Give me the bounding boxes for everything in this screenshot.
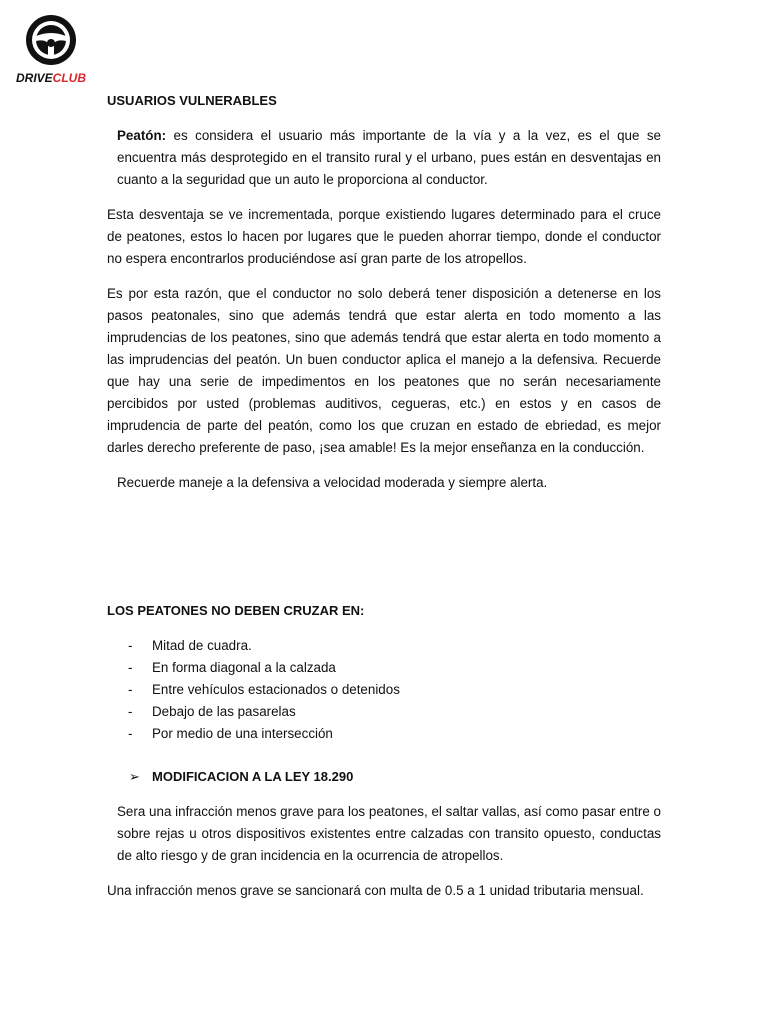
arrow-bullet-icon: ➢: [129, 769, 140, 784]
logo-text: DRIVECLUB: [15, 71, 86, 85]
list-item: [107, 679, 661, 701]
list-item: [107, 701, 661, 723]
paragraph-desventaja: Esta desventaja se ve incrementada, porque existiendo lugares determinado para el cruce de peatones, estos lo hacen por lugares que le pueden ahorrar tiempo, donde el conductor no espera encontrarlos produciéndose así gran parte de los atropellos.: [107, 207, 661, 266]
paragraph-peaton-text: es considera el usuario más importante de la vía y a la vez, es el que se encuentra más desprotegido en el transito rural y el urbano, pues están en desventajas en cuanto a la seguridad que un auto le proporciona al conductor.: [117, 128, 661, 187]
heading-usuarios-vulnerables: USUARIOS VULNERABLES: [107, 93, 277, 108]
bullet-dash: -: [128, 682, 133, 697]
paragraph-peaton: [107, 125, 661, 191]
bullet-dash: -: [128, 704, 133, 719]
list-item-text: Por medio de una intersección: [152, 726, 333, 741]
list-item-text: Entre vehículos estacionados o detenidos: [152, 682, 400, 697]
heading-modificacion-text: MODIFICACION A LA LEY 18.290: [152, 769, 354, 784]
peaton-label: Peatón:: [117, 128, 167, 143]
list-item-text: Mitad de cuadra.: [152, 638, 252, 653]
list-item: [107, 635, 661, 657]
heading-peatones-no-deben: LOS PEATONES NO DEBEN CRUZAR EN:: [107, 603, 365, 618]
bullet-dash: -: [128, 660, 133, 675]
bullet-dash: -: [128, 638, 133, 653]
driveclub-logo: [15, 12, 87, 88]
bullet-dash: -: [128, 726, 133, 741]
steering-wheel-icon: [23, 12, 79, 68]
heading-modificacion-ley: [107, 766, 661, 788]
list-item: [107, 723, 661, 745]
crossing-list: [107, 635, 661, 745]
list-item: [107, 657, 661, 679]
paragraph-razon: Es por esta razón, que el conductor no solo deberá tener disposición a detenerse en los pasos peatonales, sino que además tendrá que estar alerta en todo momento a las imprudencias de los peatones, sino que además tendrá que estar alerta en todo momento a las imprudencias del peatón. Un buen conductor aplica el manejo a la defensiva. Recuerde que hay una serie de impedimentos en los peatones que no serán necesariamente percibidos por usted (problemas auditivos, cegueras, etc.) en estos y en casos de imprudencia de parte del peatón, como los que cruzan en estado de ebriedad, es mejor darles derecho preferente de paso, ¡sea amable! Es la mejor enseñanza en la conducción.: [107, 286, 661, 455]
paragraph-recuerde: Recuerde maneje a la defensiva a velocidad moderada y siempre alerta.: [117, 475, 548, 490]
paragraph-multa: Una infracción menos grave se sancionará con multa de 0.5 a 1 unidad tributaria mensual.: [107, 883, 644, 898]
document-body: [107, 90, 661, 902]
list-item-text: En forma diagonal a la calzada: [152, 660, 336, 675]
list-item-text: Debajo de las pasarelas: [152, 704, 296, 719]
paragraph-infraccion: Sera una infracción menos grave para los peatones, el saltar vallas, así como pasar entre o sobre rejas u otros dispositivos existentes entre calzadas con transito opuesto, conductas de alto riesgo y de gran incidencia en la ocurrencia de atropellos.: [117, 804, 661, 863]
